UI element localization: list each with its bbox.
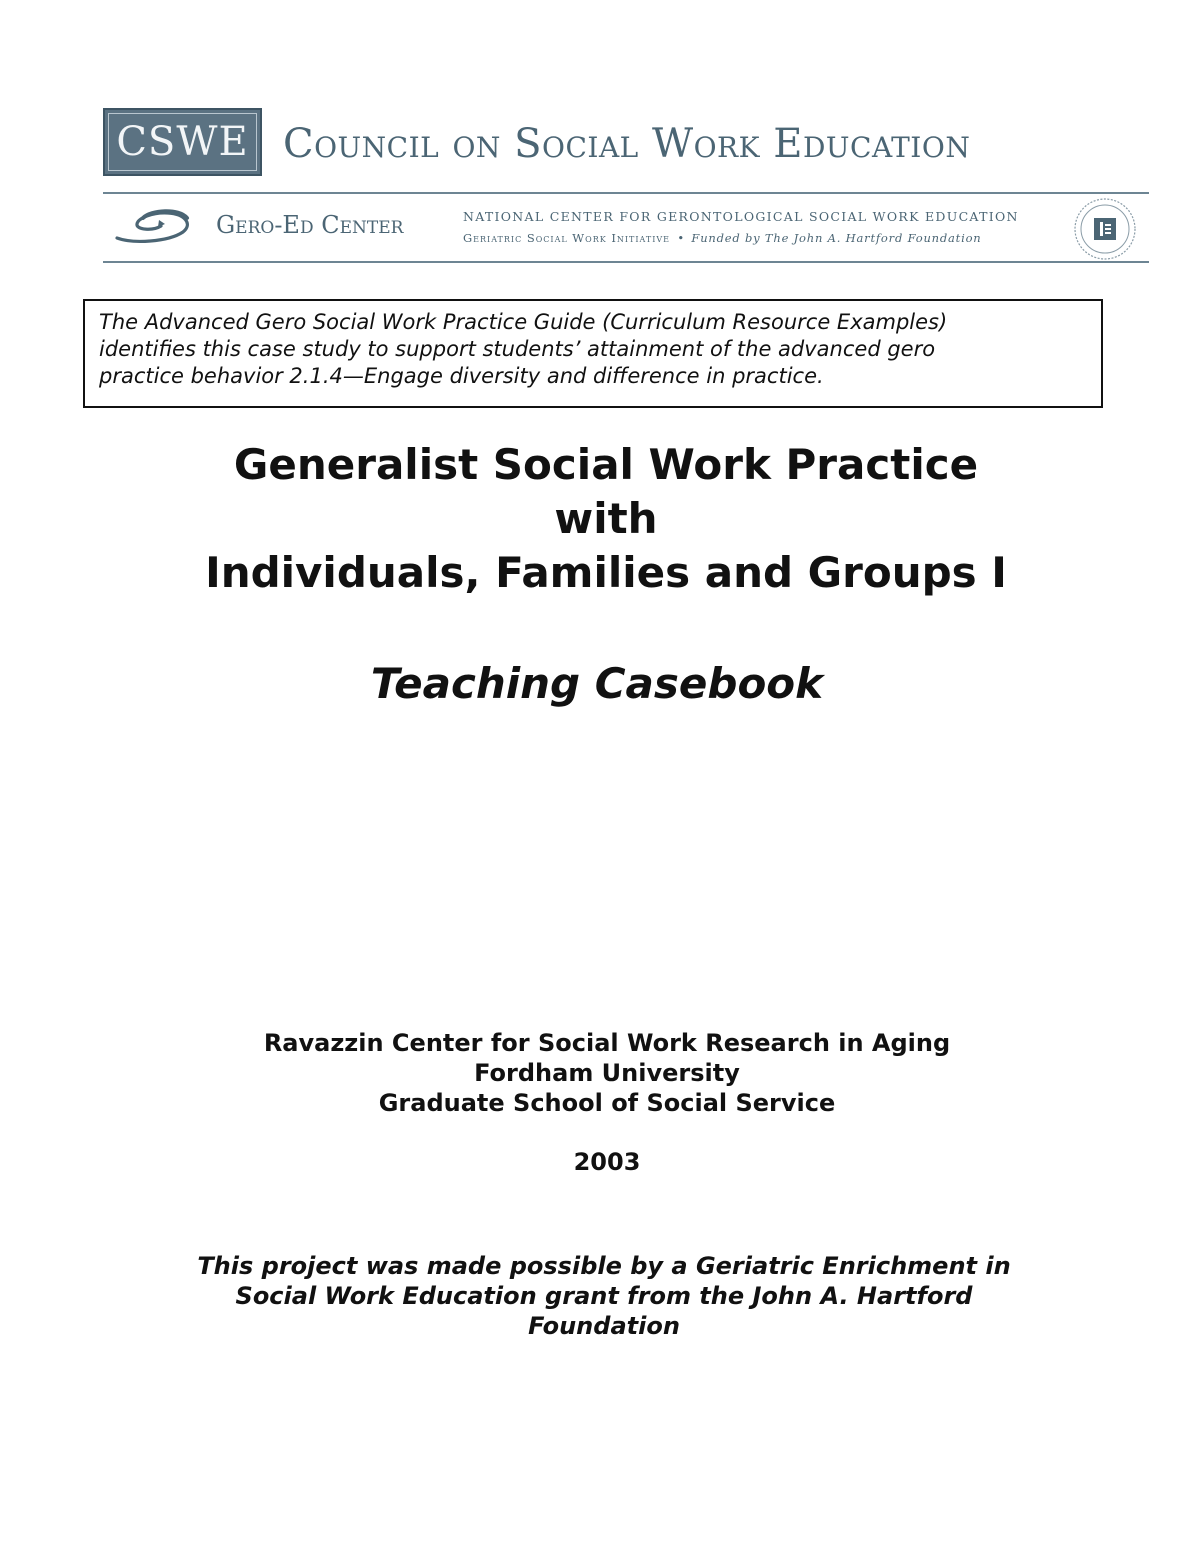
funding-line: Social Work Education grant from the John A. Hartford [235, 1282, 973, 1310]
document-title [0, 438, 1200, 600]
gero-swirl-logo-icon [113, 204, 208, 248]
cswe-logo [103, 108, 262, 176]
funding-line: This project was made possible by a Geriatric Enrichment in [197, 1252, 1011, 1280]
document-subtitle: Teaching Casebook [370, 659, 824, 708]
publication-year: 2003 [573, 1148, 641, 1176]
initiative-name: Geriatric Social Work Initiative [463, 231, 670, 245]
funding-statement [0, 1251, 1200, 1341]
header-divider-bottom [103, 261, 1149, 263]
gero-ed-center-name: Gero-Ed Center [216, 211, 404, 239]
council-name: Council on Social Work Education [283, 121, 971, 167]
cswe-logo-text: CSWE [116, 119, 249, 165]
national-center-title: NATIONAL CENTER FOR GERONTOLOGICAL SOCIAL WORK EDUCATION [463, 209, 1019, 224]
institution-line: Ravazzin Center for Social Work Research in Aging [263, 1029, 951, 1057]
practice-guide-note [83, 299, 1103, 408]
note-line: The Advanced Gero Social Work Practice Guide (Curriculum Resource Examples) [99, 310, 948, 334]
letterhead [103, 108, 1149, 266]
header-divider-top [103, 192, 1149, 194]
funded-by-text: Funded by The John A. Hartford Foundation [691, 231, 982, 245]
note-line: identifies this case study to support students’ attainment of the advanced gero [99, 337, 936, 361]
title-line: with [554, 494, 658, 543]
funding-line: Foundation [528, 1312, 680, 1340]
institution-line: Fordham University [474, 1059, 740, 1087]
hartford-foundation-seal-icon [1073, 197, 1137, 261]
bullet-separator: • [677, 231, 685, 245]
institution-block [0, 1028, 1200, 1118]
note-line: practice behavior 2.1.4—Engage diversity and difference in practice. [99, 364, 824, 388]
initiative-line [463, 230, 982, 246]
title-line: Generalist Social Work Practice [233, 440, 979, 489]
title-line: Individuals, Families and Groups I [205, 548, 1007, 597]
institution-line: Graduate School of Social Service [378, 1089, 836, 1117]
